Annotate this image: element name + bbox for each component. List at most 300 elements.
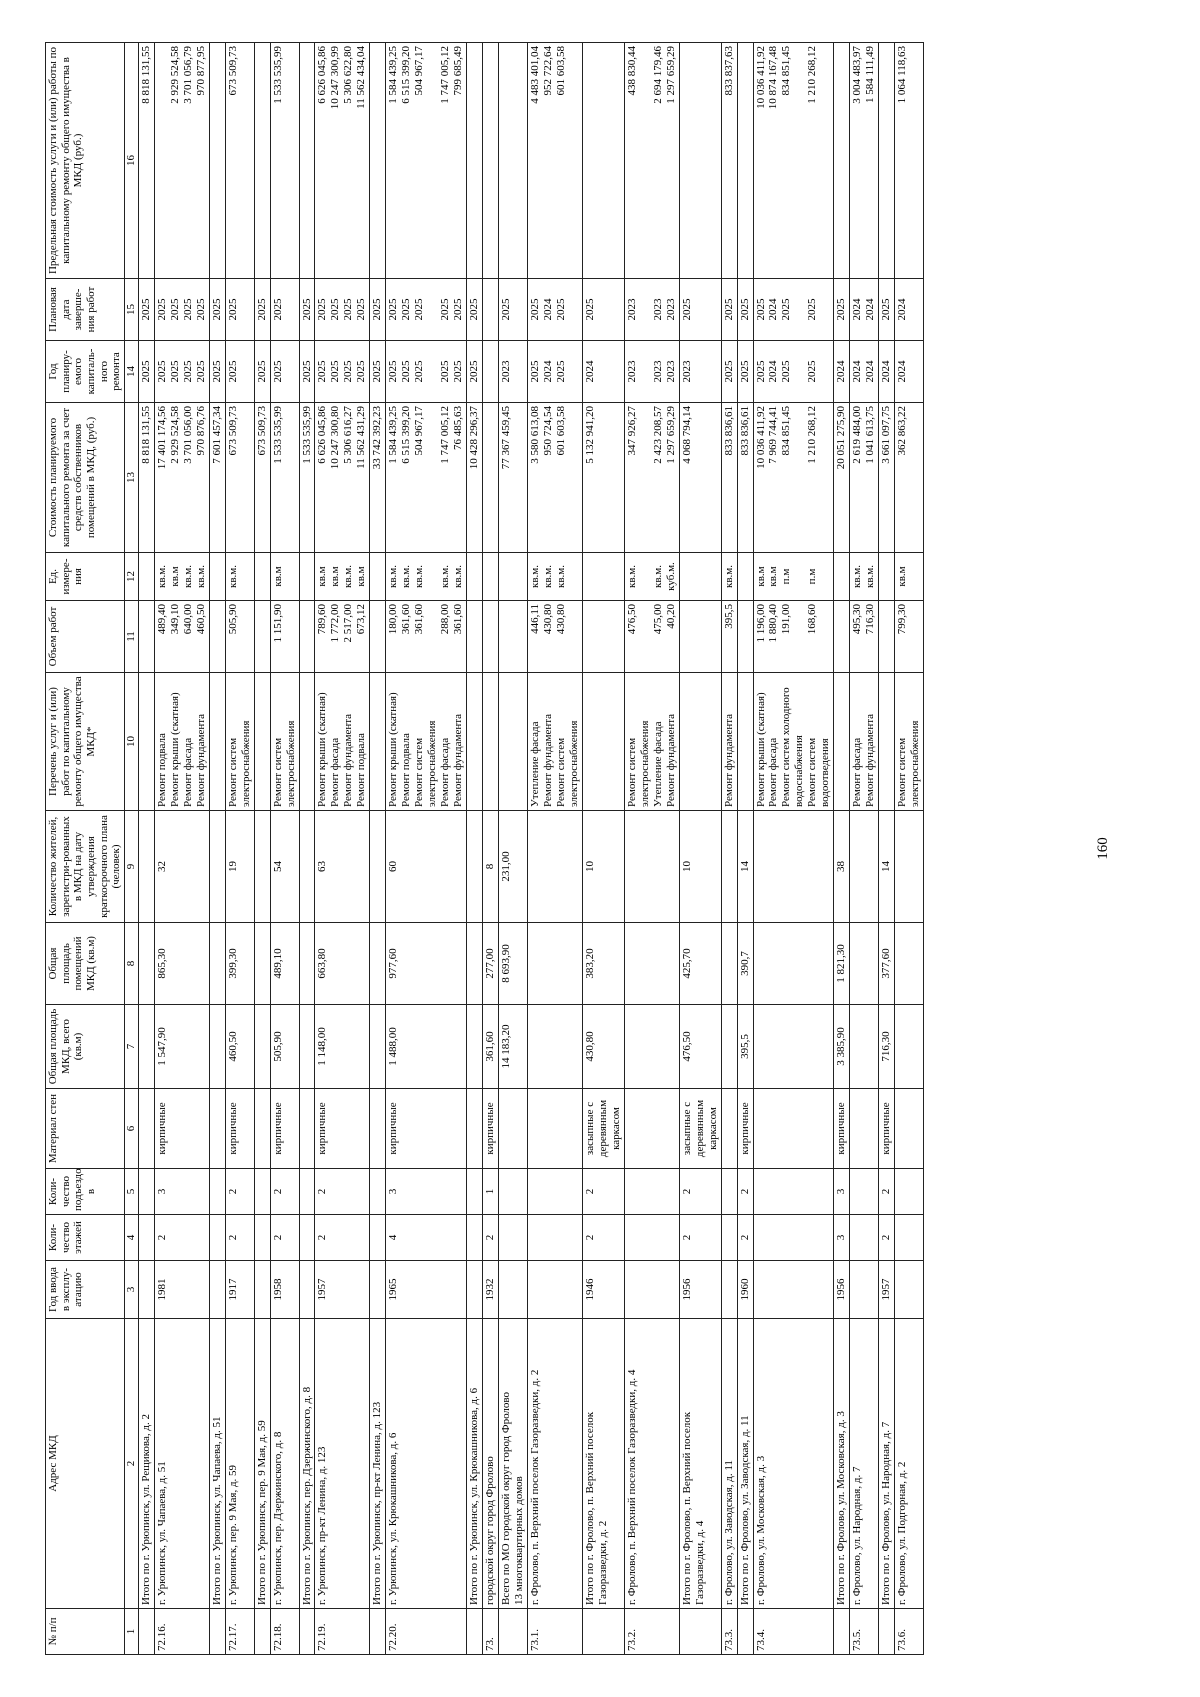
cell-col-10: [834, 673, 850, 811]
cell-col-2: [467, 1319, 483, 1609]
cell-line: 2025: [355, 360, 368, 383]
cell-line: 834 851,45: [780, 406, 793, 456]
cell-line: 4 068 794,14: [680, 406, 693, 464]
cell-line: 2025: [316, 360, 329, 383]
cell-line: 2025: [754, 298, 767, 321]
cell-line: г. Урюпинск, пер. Дзержинского, д. 8: [271, 1431, 284, 1605]
cell-col-9: 63: [315, 811, 370, 923]
column-number-14: 14: [124, 341, 138, 403]
cell-line: 430,80: [541, 604, 554, 635]
cell-line: 5 132 941,20: [583, 406, 596, 464]
cell-line: Ремонт подвала: [155, 733, 168, 807]
cell-line: г. Урюпинск, ул. Чапаева, д. 51: [155, 1461, 168, 1605]
cell-col-15: [834, 279, 850, 341]
cell-line: 1 533 535,99: [271, 46, 284, 104]
cell-line: Утепление фасада: [651, 721, 664, 807]
cell-col-9: [624, 811, 679, 923]
column-header-7: Общая площадь МКД, всего (кв.м): [46, 1005, 125, 1089]
table-row: [737, 43, 753, 1655]
cell-col-8: 390,7: [737, 923, 753, 1005]
cell-col-12: [850, 553, 879, 601]
cell-line: Ремонт систем: [413, 737, 426, 807]
cell-col-16: [225, 43, 254, 279]
cell-line: 970 877,95: [194, 46, 207, 96]
table-row: [895, 43, 924, 1655]
cell-line: кв.м.: [651, 565, 664, 588]
cell-line: 601 603,58: [554, 406, 567, 456]
cell-line: 2024: [864, 360, 877, 383]
cell-col-12: [879, 553, 895, 601]
cell-line: [568, 344, 581, 399]
cell-col-1: 73.: [483, 1609, 499, 1655]
cell-line: Газоразведки, д. 4: [693, 1520, 706, 1605]
cell-line: 2024: [767, 360, 780, 383]
cell-line: 2025: [468, 360, 481, 383]
cell-line: [639, 604, 652, 669]
page-number: 160: [1095, 837, 1111, 860]
cell-col-14: [370, 341, 386, 403]
cell-line: водоснабжения: [793, 735, 806, 807]
cell-line: 460,50: [194, 604, 207, 635]
cell-line: Итого по г. Фролово, ул. Заводская, д. 11: [738, 1415, 751, 1605]
cell-col-7: [528, 1005, 583, 1089]
cell-line: 673 509,73: [226, 46, 239, 96]
cell-line: [793, 406, 806, 549]
cell-col-7: [370, 1005, 386, 1089]
cell-col-13: [270, 403, 299, 553]
cell-line: г. Фролово, ул. Народная, д. 7: [851, 1466, 864, 1605]
cell-col-11: [499, 601, 528, 673]
cell-col-10: [737, 673, 753, 811]
cell-line: 2025: [155, 298, 168, 321]
cell-col-11: [209, 601, 225, 673]
cell-line: 2024: [583, 360, 596, 383]
cell-col-1: 72.17.: [225, 1609, 254, 1655]
cell-line: 2025: [413, 360, 426, 383]
cell-col-7: [254, 1005, 270, 1089]
cell-line: 446,11: [529, 604, 541, 634]
cell-line: электроснабжения: [239, 720, 252, 807]
cell-line: 77 367 459,45: [500, 406, 513, 470]
cell-col-7: [138, 1005, 154, 1089]
cell-col-3: 1965: [386, 1261, 467, 1319]
cell-col-11: [315, 601, 370, 673]
cell-line: 2025: [371, 360, 384, 383]
cell-col-15: [850, 279, 879, 341]
column-header-6: Материал стен: [46, 1089, 125, 1169]
cell-col-15: [315, 279, 370, 341]
cell-line: 2025: [168, 360, 181, 383]
cell-line: Ремонт фундамента: [664, 713, 677, 807]
cell-line: [819, 604, 832, 669]
cell-line: 2025: [500, 298, 513, 321]
cell-col-3: [370, 1261, 386, 1319]
cell-col-1: [499, 1609, 528, 1655]
cell-col-11: [679, 601, 721, 673]
column-header-15: Плановая дата заверше-ния работ: [46, 279, 125, 341]
cell-col-14: [895, 341, 924, 403]
cell-line: Ремонт подвала: [355, 733, 368, 807]
cell-col-12: [386, 553, 467, 601]
cell-col-16: [582, 43, 624, 279]
cell-line: 362 863,22: [896, 406, 909, 456]
cell-line: 2024: [541, 298, 554, 321]
cell-col-2: [721, 1319, 737, 1609]
cell-col-5: [370, 1169, 386, 1215]
column-header-14: Год планиру-емого капиталь-ного ремонта: [46, 341, 125, 403]
cell-line: [426, 344, 439, 399]
cell-col-4: 3: [834, 1215, 850, 1261]
cell-line: 7 601 457,34: [210, 406, 223, 464]
cell-line: 2023: [651, 360, 664, 383]
cell-line: кв.м.: [452, 565, 465, 588]
table-row: [467, 43, 483, 1655]
cell-line: 6 626 045,86: [316, 46, 329, 104]
cell-col-1: 72.18.: [270, 1609, 299, 1655]
cell-col-4: [467, 1215, 483, 1261]
cell-line: кв.м.: [342, 565, 355, 588]
cell-col-4: 2: [737, 1215, 753, 1261]
column-number-2: 2: [124, 1319, 138, 1609]
cell-col-5: [850, 1169, 879, 1215]
cell-col-5: 3: [834, 1169, 850, 1215]
column-header-16: Предельная стоимость услуги и (или) работы по капитальному ремонту общего имущества в МКД (руб.): [46, 43, 125, 279]
cell-col-4: [209, 1215, 225, 1261]
cell-line: [819, 344, 832, 399]
cell-col-12: [138, 553, 154, 601]
cell-col-8: 425,70: [679, 923, 721, 1005]
cell-line: 2023: [625, 360, 638, 383]
cell-col-9: [254, 811, 270, 923]
cell-line: 2025: [413, 298, 426, 321]
cell-line: 2025: [210, 298, 223, 321]
cell-line: 2025: [342, 360, 355, 383]
cell-line: 2025: [529, 298, 541, 321]
cell-col-15: [138, 279, 154, 341]
cell-col-1: [679, 1609, 721, 1655]
cell-col-4: 2: [225, 1215, 254, 1261]
cell-line: кв.м.: [400, 565, 413, 588]
cell-line: кв.м.: [722, 565, 735, 588]
cell-col-8: [467, 923, 483, 1005]
cell-col-12: [895, 553, 924, 601]
cell-col-8: 1 821,30: [834, 923, 850, 1005]
cell-line: [639, 556, 652, 597]
cell-col-12: [154, 553, 209, 601]
cell-col-4: 2: [679, 1215, 721, 1261]
cell-col-1: [834, 1609, 850, 1655]
cell-col-14: [483, 341, 499, 403]
cell-col-10: [315, 673, 370, 811]
cell-line: кв.м: [355, 566, 368, 587]
cell-line: 5 306 622,80: [342, 46, 355, 104]
cell-line: Ремонт крыши (скатная): [754, 692, 767, 807]
cell-line: 2025: [194, 360, 207, 383]
cell-col-2: [270, 1319, 299, 1609]
column-header-8: Общая площадь помещений МКД (кв.м): [46, 923, 125, 1005]
column-number-5: 5: [124, 1169, 138, 1215]
cell-col-4: [138, 1215, 154, 1261]
cell-line: Ремонт фасада: [181, 737, 194, 807]
cell-col-16: [834, 43, 850, 279]
cell-col-1: [737, 1609, 753, 1655]
column-header-2: Адрес МКД: [46, 1319, 125, 1609]
cell-col-6: засыпные с деревянным каркасом: [679, 1089, 721, 1169]
cell-line: Итого по г. Урюпинск, пр-кт Ленина, д. 123: [371, 1401, 384, 1605]
cell-line: 3 701 056,00: [181, 406, 194, 464]
cell-col-1: [209, 1609, 225, 1655]
cell-col-12: [299, 553, 315, 601]
cell-col-11: [879, 601, 895, 673]
cell-col-7: 1 547,90: [154, 1005, 209, 1089]
cell-line: 2025: [452, 298, 465, 321]
cell-col-16: [624, 43, 679, 279]
cell-col-7: [624, 1005, 679, 1089]
cell-line: 10 428 296,37: [468, 406, 481, 470]
cell-line: г. Урюпинск, пр-кт Ленина, д. 123: [316, 1446, 329, 1605]
cell-col-11: [624, 601, 679, 673]
cell-col-2: [483, 1319, 499, 1609]
cell-col-8: 383,20: [582, 923, 624, 1005]
cell-col-11: [582, 601, 624, 673]
cell-line: 2025: [181, 360, 194, 383]
cell-line: 2025: [329, 298, 342, 321]
cell-line: 799 685,49: [452, 46, 465, 96]
table-row: [370, 43, 386, 1655]
cell-col-4: 2: [582, 1215, 624, 1261]
cell-line: 601 603,58: [554, 46, 567, 96]
cell-col-10: [209, 673, 225, 811]
cell-line: 2024: [864, 298, 877, 321]
cell-line: [568, 406, 581, 549]
cell-col-9: 10: [679, 811, 721, 923]
cell-col-13: [209, 403, 225, 553]
cell-line: 2025: [226, 360, 239, 383]
cell-col-6: [467, 1089, 483, 1169]
cell-line: 2025: [255, 360, 268, 383]
cell-line: 2025: [722, 360, 735, 383]
cell-line: Ремонт систем: [806, 737, 819, 807]
cell-line: 476,50: [625, 604, 638, 635]
cell-col-4: [254, 1215, 270, 1261]
cell-line: Ремонт систем: [896, 737, 909, 807]
column-number-6: 6: [124, 1089, 138, 1169]
cell-col-15: [254, 279, 270, 341]
cell-line: 2024: [851, 360, 864, 383]
cell-line: [426, 46, 439, 275]
cell-col-13: [753, 403, 834, 553]
cell-col-16: [386, 43, 467, 279]
cell-line: 2023: [651, 298, 664, 321]
cell-line: Итого по г. Урюпинск, ул. Крюкашникова, д. 6: [468, 1387, 481, 1605]
cell-line: 1 772,00: [329, 604, 342, 643]
cell-line: 1 584 111,49: [864, 46, 877, 103]
cell-col-6: кирпичные: [483, 1089, 499, 1169]
cell-line: [639, 282, 652, 337]
cell-col-1: 72.19.: [315, 1609, 370, 1655]
cell-col-8: 489,10: [270, 923, 299, 1005]
cell-line: 2025: [155, 360, 168, 383]
table-row: [225, 43, 254, 1655]
cell-col-16: [467, 43, 483, 279]
cell-col-15: [299, 279, 315, 341]
cell-col-5: 3: [386, 1169, 467, 1215]
cell-col-1: 73.1.: [528, 1609, 583, 1655]
cell-col-3: 1932: [483, 1261, 499, 1319]
cell-col-5: 2: [582, 1169, 624, 1215]
cell-line: кв.м.: [181, 565, 194, 588]
cell-col-9: [370, 811, 386, 923]
cell-line: Ремонт систем: [271, 737, 284, 807]
cell-line: электроснабжения: [638, 720, 651, 807]
cell-col-13: [582, 403, 624, 553]
cell-line: г. Фролово, ул. Московская, д. 3: [754, 1455, 767, 1605]
cell-col-5: [209, 1169, 225, 1215]
cell-line: 2025: [194, 298, 207, 321]
cell-col-14: [679, 341, 721, 403]
cell-col-10: [370, 673, 386, 811]
cell-col-12: [834, 553, 850, 601]
cell-col-2: [138, 1319, 154, 1609]
cell-line: 1 584 439,25: [387, 406, 400, 464]
cell-col-12: [225, 553, 254, 601]
cell-col-6: кирпичные: [879, 1089, 895, 1169]
cell-col-5: 2: [879, 1169, 895, 1215]
cell-col-14: [834, 341, 850, 403]
cell-line: 3 004 483,97: [851, 46, 864, 104]
cell-col-7: [721, 1005, 737, 1089]
cell-col-6: кирпичные: [315, 1089, 370, 1169]
cell-col-9: [753, 811, 834, 923]
cell-line: Итого по г. Урюпинск, ул. Рещикова, д. 2: [139, 1414, 152, 1605]
cell-line: 833 836,61: [738, 406, 751, 456]
column-header-9: Количество жителей, зарегистри-рованных в МКД на дату утверждения краткосрочного плана (человек): [46, 811, 125, 923]
cell-line: 505,90: [226, 604, 239, 635]
cell-col-5: 2: [679, 1169, 721, 1215]
cell-line: 17 401 174,56: [155, 406, 168, 470]
cell-line: 1 210 268,12: [806, 46, 819, 104]
cell-col-16: [850, 43, 879, 279]
cell-line: кв.м.: [554, 565, 567, 588]
cell-line: г. Фролово, ул. Заводская, д. 11: [722, 1460, 735, 1605]
cell-line: Итого по г. Фролово, п. Верхний поселок: [680, 1411, 693, 1605]
column-number-8: 8: [124, 923, 138, 1005]
cell-col-15: [386, 279, 467, 341]
cell-col-12: [370, 553, 386, 601]
cell-col-9: 19: [225, 811, 254, 923]
cell-col-9: 32: [154, 811, 209, 923]
cell-col-6: [138, 1089, 154, 1169]
cell-line: 3 661 097,75: [880, 406, 893, 464]
cell-line: 11 562 434,04: [355, 46, 368, 109]
cell-col-7: 716,30: [879, 1005, 895, 1089]
table-row: [624, 43, 679, 1655]
cell-col-12: [582, 553, 624, 601]
cell-line: [793, 604, 806, 669]
cell-col-14: [737, 341, 753, 403]
cell-col-6: [528, 1089, 583, 1169]
cell-line: 2025: [271, 298, 284, 321]
cell-col-11: [270, 601, 299, 673]
cell-col-8: 663,80: [315, 923, 370, 1005]
cell-line: 1 210 268,12: [806, 406, 819, 464]
cell-col-7: 395,5: [737, 1005, 753, 1089]
cell-col-8: 865,30: [154, 923, 209, 1005]
table-row: [679, 43, 721, 1655]
cell-line: кв.м.: [541, 565, 554, 588]
cell-col-2: [753, 1319, 834, 1609]
cell-col-11: [753, 601, 834, 673]
cell-col-13: [315, 403, 370, 553]
cell-line: 6 515 399,20: [400, 46, 413, 104]
cell-col-10: [270, 673, 299, 811]
cell-col-7: [850, 1005, 879, 1089]
cell-line: [426, 604, 439, 669]
cell-col-16: [138, 43, 154, 279]
cell-col-14: [721, 341, 737, 403]
cell-line: 2025: [342, 298, 355, 321]
column-header-3: Год ввода в эксплу-атацию: [46, 1261, 125, 1319]
cell-line: 1 584 439,25: [387, 46, 400, 104]
cell-col-9: [467, 811, 483, 923]
cell-line: Всего по МО городской округ город Фролово: [500, 1391, 513, 1605]
cell-line: 2025: [139, 298, 152, 321]
cell-col-4: 2: [154, 1215, 209, 1261]
cell-line: 33 742 392,23: [371, 406, 384, 470]
cell-col-2: [679, 1319, 721, 1609]
cell-col-11: [299, 601, 315, 673]
cell-line: Утепление фасада: [529, 721, 541, 807]
cell-col-13: [254, 403, 270, 553]
cell-line: Итого по г. Фролово, ул. Московская, д. 3: [835, 1411, 848, 1605]
cell-line: 970 876,76: [194, 406, 207, 456]
cell-col-14: [499, 341, 528, 403]
cell-col-4: 2: [879, 1215, 895, 1261]
cell-line: 40,20: [664, 604, 677, 629]
cell-col-7: 505,90: [270, 1005, 299, 1089]
cell-col-13: [483, 403, 499, 553]
cell-col-3: [467, 1261, 483, 1319]
cell-col-10: [467, 673, 483, 811]
cell-col-16: [753, 43, 834, 279]
cell-line: кв.м: [271, 566, 284, 587]
cell-line: 2025: [316, 298, 329, 321]
cell-col-5: 2: [270, 1169, 299, 1215]
cell-col-15: [370, 279, 386, 341]
column-number-10: 10: [124, 673, 138, 811]
cell-col-12: [483, 553, 499, 601]
cell-col-2: [850, 1319, 879, 1609]
cell-col-16: [895, 43, 924, 279]
column-number-1: 1: [124, 1609, 138, 1655]
cell-col-2: [737, 1319, 753, 1609]
cell-line: 2023: [500, 360, 513, 383]
cell-col-13: [679, 403, 721, 553]
cell-line: 2025: [400, 360, 413, 383]
cell-line: 2025: [255, 298, 268, 321]
cell-col-9: 10: [582, 811, 624, 923]
cell-line: 349,10: [168, 604, 181, 635]
cell-line: Ремонт фундамента: [541, 713, 554, 807]
cell-col-8: 8 693,90: [499, 923, 528, 1005]
cell-col-2: [386, 1319, 467, 1609]
cell-line: кв.м.: [387, 565, 400, 588]
cell-line: 3 580 613,08: [529, 406, 541, 464]
cell-col-13: [154, 403, 209, 553]
cell-col-12: [753, 553, 834, 601]
cell-col-1: [879, 1609, 895, 1655]
cell-line: [639, 46, 652, 275]
